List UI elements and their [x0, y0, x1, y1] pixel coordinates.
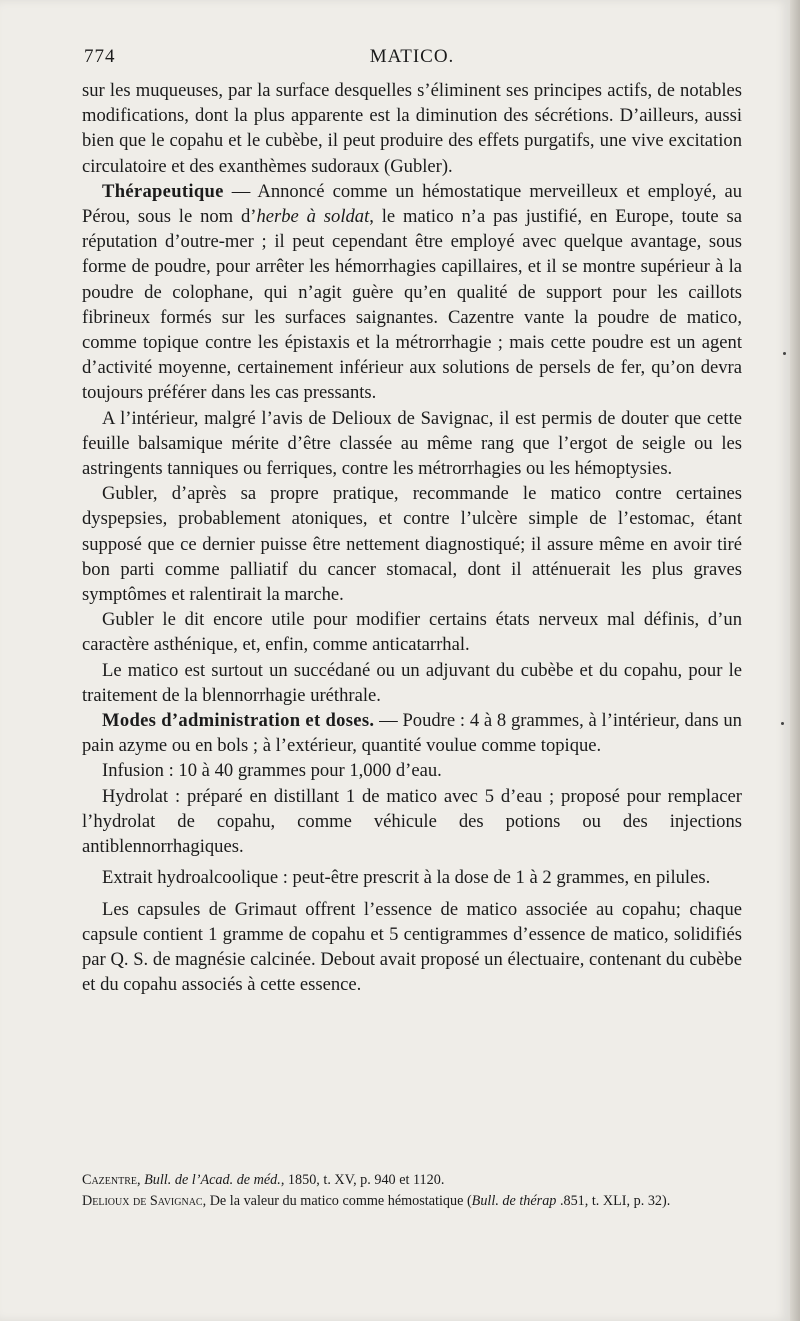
paragraph-succedane: Le matico est surtout un succédané ou un adjuvant du cubèbe et du copahu, pour le traitement de la blennorrhagie uréthrale.: [82, 659, 742, 706]
therapeutique-text-b: , le matico n’a pas justifié, en Europe, toute sa réputation d’outre-mer ; il peut cependant être employé avec quelque avantage, sous forme de poudre, pour arrêter les hémorrhagies capillaires, et il se montre supérieur à la poudre de colophane, qui n’agit guère qu’en qualité de support pour les caillots fibrineux formés sur les surfaces saignantes. Cazentre vante la poudre de matico, comme topique contre les épistaxis et la métrorrhagie ; mais cette poudre est un agent d’activité moyenne, certainement inférieur aux solutions de persels de fer, qu’on devra toujours préférer dans les cas pressants.: [82, 206, 742, 404]
dose-extrait: Extrait hydroalcoolique : peut-être prescrit à la dose de 1 à 2 grammes, en pilules.: [102, 867, 711, 889]
page-header: [84, 46, 740, 74]
running-title: MATICO.: [369, 46, 455, 67]
reference-details: , 1850, t. XV, p. 940 et 1120.: [280, 1172, 445, 1188]
margin-mark: [783, 352, 786, 355]
section-heading-modes: Modes d’administration et doses.: [102, 710, 375, 732]
reference-item: Cazentre, Bull. de l’Acad. de méd., 1850, t. XV, p. 940 et 1120.: [82, 1172, 445, 1188]
reference-author: Delioux de Savignac: [82, 1193, 203, 1209]
dose-capsules: Les capsules de Grimaut offrent l’essence de matico associée au copahu; chaque capsule contient 1 gramme de copahu et 5 centigrammes d’essence de matico, solidifiés par Q. S. de magnésie calcinée. Debout avait proposé un électuaire, contenant du cubèbe et du copahu associés à cette essence.: [82, 898, 742, 996]
reference-details: .851, t. XLI, p. 32).: [556, 1193, 671, 1209]
reference-item: [82, 1191, 744, 1212]
therapeutique-text-a: — Annoncé comme un hémostatique merveilleux et employé, au Pérou, sous le nom d’: [82, 180, 742, 228]
reference-title: , De la valeur du matico comme hémostatique (: [202, 1193, 472, 1209]
body-text: [82, 78, 742, 997]
modes-paragraph: [82, 708, 742, 758]
paragraph-interieur: A l’intérieur, malgré l’avis de Delioux de Savignac, il est permis de douter que cette feuille balsamique mérite d’être classée au même rang que l’ergot de seigle ou les astringents tanniques ou ferriques, contre les métrorrhagies ou les hémoptysies.: [82, 407, 742, 480]
modes-text: — Poudre : 4 à 8 grammes, à l’intérieur, dans un pain azyme ou en bols ; à l’extérieur, quantité voulue comme topique.: [82, 710, 742, 757]
therapeutique-paragraph: [82, 179, 742, 406]
dose-infusion: Infusion : 10 à 40 grammes pour 1,000 d’eau.: [102, 760, 442, 782]
page-edge: [790, 0, 800, 1321]
reference-journal: Bull. de thérap: [471, 1193, 557, 1209]
dose-hydrolat: Hydrolat : préparé en distillant 1 de matico avec 5 d’eau ; proposé pour remplacer l’hydrolat de copahu, comme véhicule des potions ou des injections antiblennorrhagiques.: [82, 785, 742, 858]
paragraph-gubler-pratique: Gubler, d’après sa propre pratique, recommande le matico contre certaines dyspepsies, probablement atoniques, et contre l’ulcère simple de l’estomac, étant supposé que ce dernier puisse être nettement diagnostiqué; il assure même en avoir tiré bon parti comme palliatif du cancer stomacal, dont il atténuerait les plus graves symptômes et ralentirait la marche.: [82, 483, 742, 606]
paragraph-gubler-nerveux: Gubler le dit encore utile pour modifier certains états nerveux mal définis, d’un caractère asthénique, et, enfin, comme anticatarrhal.: [82, 609, 742, 656]
page-number: 774: [84, 46, 116, 67]
therapeutique-italic-term: herbe à soldat: [256, 206, 370, 228]
intro-paragraph: sur les muqueuses, par la surface desquelles s’éliminent ses principes actifs, de notables modifications, dont la plus apparente est la diminution des sécrétions. D’ailleurs, aussi bien que le copahu et le cubèbe, il peut produire des effets purgatifs, une vive excitation circulatoire et des exanthèmes sudoraux (Gubler).: [82, 80, 742, 177]
reference-journal: Bull. de l’Acad. de méd.: [144, 1172, 281, 1188]
section-heading-therapeutique: Thérapeutique: [102, 180, 224, 202]
references: [82, 1170, 744, 1212]
reference-author: Cazentre: [82, 1172, 138, 1188]
margin-mark: [781, 722, 784, 725]
